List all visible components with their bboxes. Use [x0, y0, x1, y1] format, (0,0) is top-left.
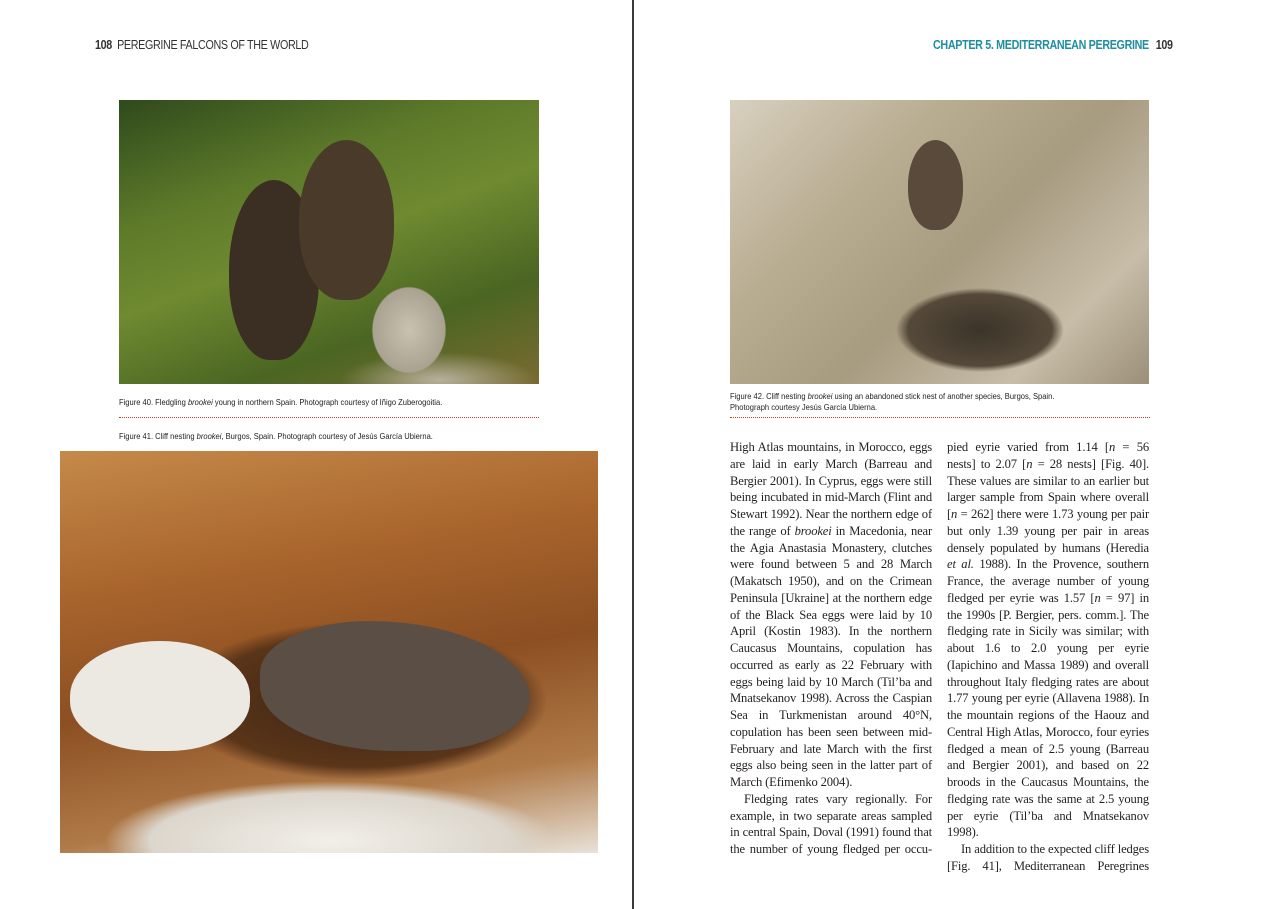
italic-text: n	[951, 507, 958, 521]
body-paragraph	[947, 439, 1149, 841]
page-number-left: 108	[95, 38, 112, 52]
text-run: In addition to the expected cliff ledges [Fig. 41], Mediterranean Peregrines	[947, 842, 1149, 873]
text-run: High Atlas mountains, in Morocco, eggs are laid in early March (Barreau and Bergier 2001). In Cyprus, eggs were still being incubated in mid-March (Flint and Stewart 1992). Near the northern edge of the range of	[730, 440, 932, 538]
chapter-title: CHAPTER 5. MEDITERRANEAN PEREGRINE	[933, 38, 1150, 52]
italic-text: n	[1094, 590, 1101, 605]
text-run: = 97] in the 1990s [P. Bergier, pers. comm.]. The fledging rate in Sicily was similar; with about 1.6 to 2.0 young per eyrie (Iapichino and Massa 1989) and overall throughout Italy fledging rates are about 1.77 young per eyrie (Allavena 1988). In the mountain regions of the Haouz and Central High Atlas, Morocco, four eyries fledged a mean of 2.5 young (Barreau and Bergier 2001), and based on 22 broods in the Caucasus Mountains, the fledging rate was the same at 2.5 young per eyrie (Til’ba and Mnatsekanov 1998).	[947, 590, 1150, 840]
text-run: Figure 40. Fledgling	[119, 397, 188, 407]
text-run: , Burgos, Spain. Photograph courtesy of Jesús García Ubierna.	[221, 431, 433, 441]
body-paragraph	[730, 791, 932, 858]
figure-42-caption	[730, 391, 1054, 413]
text-run: = 28 nests] [Fig. 40]. These values are similar to an earlier but larger sample from Spain where overall [	[947, 456, 1149, 521]
falcon-shape	[299, 140, 394, 300]
text-run: using an abandoned stick nest of another species, Burgos, Spain.	[832, 391, 1055, 401]
italic-text: brookei	[794, 523, 832, 538]
caption-rule	[730, 417, 1150, 418]
text-run: Photograph courtesy Jesús García Ubierna.	[730, 402, 878, 412]
italic-text: et al.	[947, 557, 974, 572]
body-paragraph	[947, 841, 1149, 875]
figure-40-caption	[119, 397, 442, 408]
figure-41-caption	[119, 431, 433, 442]
text-run: Figure 42. Cliff nesting	[730, 391, 808, 401]
book-title: PEREGRINE FALCONS OF THE WORLD	[117, 38, 309, 52]
figure-42-photo	[730, 100, 1149, 384]
caption-rule	[119, 417, 539, 418]
italic-text: n	[1108, 440, 1116, 454]
italic-text: brookei	[807, 391, 833, 401]
text-run: pied eyrie varied from 1.14 [	[947, 440, 1109, 454]
text-run: young in northern Spain. Photograph courtesy of Iñigo Zuberogoitia.	[212, 397, 443, 407]
italic-text: brookei	[187, 397, 213, 407]
text-run: Figure 41. Cliff nesting	[119, 431, 197, 441]
text-run: 1988). In the Provence, southern France, the average number of young fledged per eyrie was 1.57 [	[947, 557, 1149, 605]
page-gutter-divider	[632, 0, 634, 909]
italic-text: brookei	[196, 431, 222, 441]
falcon-shape	[908, 140, 963, 230]
text-run: = 56 nests] to 2.07 [	[947, 440, 1149, 471]
left-running-header	[95, 38, 308, 52]
text-run: Fledging rates vary regionally. For example, in two separate areas sampled in central Spain, Doval (1991) found that the number of young fledged per occu-	[730, 791, 932, 856]
figure-41-photo	[60, 451, 598, 853]
italic-text: n	[1026, 456, 1033, 471]
text-column-2	[947, 439, 1149, 875]
text-run: in Macedonia, near the Agia Anastasia Monastery, clutches were found between 5 and 28 March (Makatsch 1950), and on the Crimean Peninsula [Ukraine] at the northern edge of the Black Sea eggs were laid by 10 April (Kostin 1983). In the northern Caucasus Mountains, copulation has occurred as early as 22 February with eggs being laid by 10 March (Til’ba and Mnatsekanov 1998). Across the Caspian Sea in Turkmenistan around 40°N, copulation has been seen between mid-February and late March with the first eggs also being seen in the latter part of March (Efimenko 2004).	[730, 523, 933, 789]
text-run: = 262] there were 1.73 young per pair but only 1.39 young per pair in areas densely populated by humans (Heredia	[947, 507, 1149, 555]
right-running-header	[933, 38, 1173, 52]
body-paragraph	[730, 439, 932, 791]
falcon-shape	[260, 621, 530, 751]
page-number-right: 109	[1156, 38, 1173, 52]
chick-shape	[70, 641, 250, 751]
figure-40-photo	[119, 100, 539, 384]
text-column-1	[730, 439, 932, 858]
